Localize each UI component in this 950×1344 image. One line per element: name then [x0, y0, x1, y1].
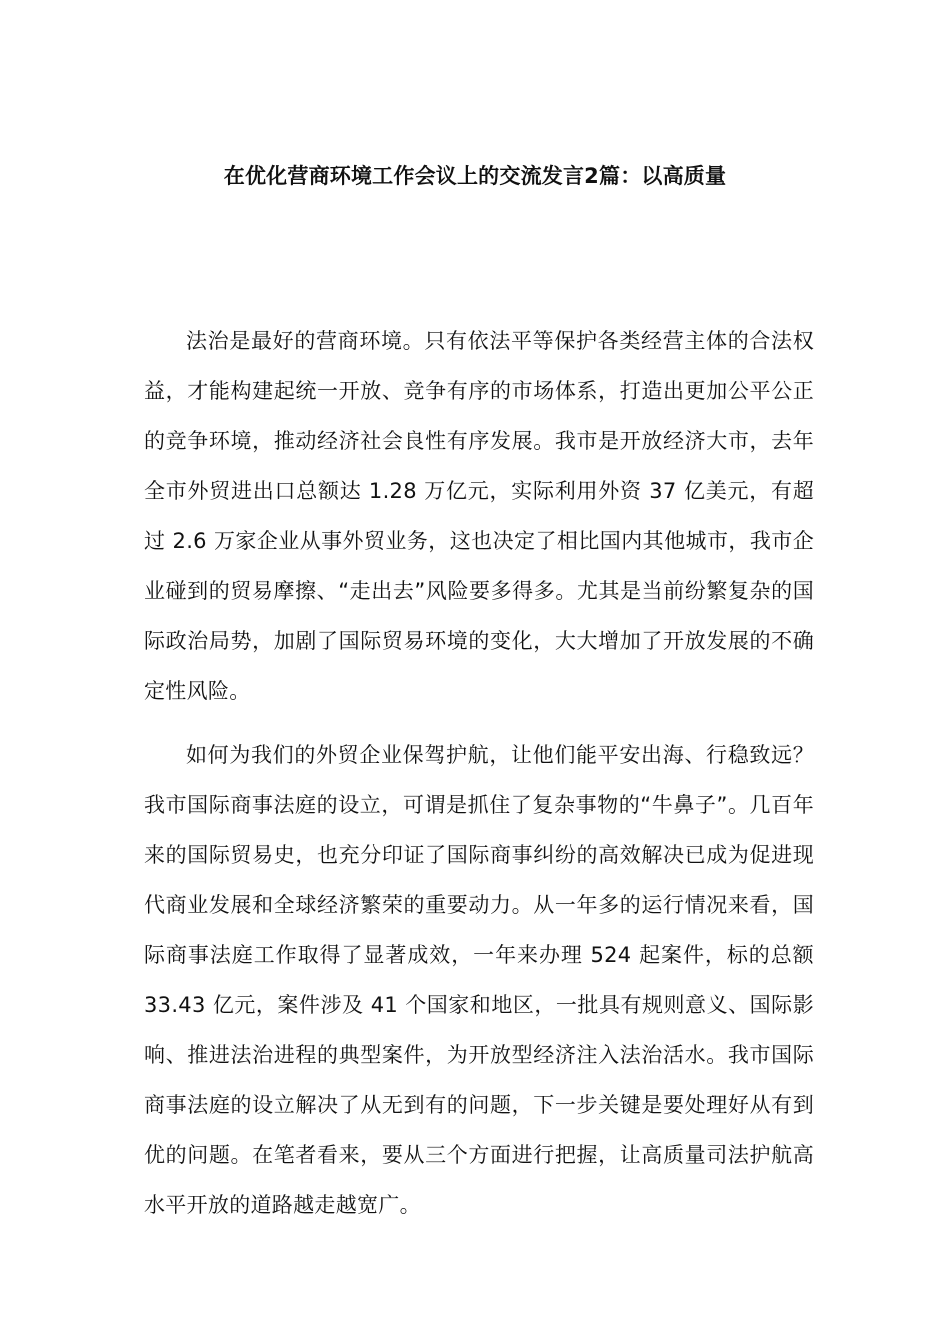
paragraph-1: 法治是最好的营商环境。只有依法平等保护各类经营主体的合法权益，才能构建起统一开放、竞争有序的市场体系，打造出更加公平公正的竞争环境，推动经济社会良性有序发展。我市是开放经济大市，去年全市外贸进出口总额达 1.28 万亿元，实际利用外资 37 亿美元，有超过 2.6 万家企业从事外贸业务，这也决定了相比国内其他城市，我市企业碰到的贸易摩擦、“走出去”风险要多得多。尤其是当前纷繁复杂的国际政治局势，加剧了国际贸易环境的变化，大大增加了开放发展的不确定性风险。 [144, 329, 814, 703]
document-title: 在优化营商环境工作会议上的交流发言2篇：以高质量 [223, 164, 727, 188]
document-body [144, 316, 814, 1244]
paragraph-2: 如何为我们的外贸企业保驾护航，让他们能平安出海、行稳致远？我市国际商事法庭的设立，可谓是抓住了复杂事物的“牛鼻子”。几百年来的国际贸易史，也充分印证了国际商事纠纷的高效解决已成为促进现代商业发展和全球经济繁荣的重要动力。从一年多的运行情况来看，国际商事法庭工作取得了显著成效，一年来办理 524 起案件，标的总额 33.43 亿元，案件涉及 41 个国家和地区，一批具有规则意义、国际影响、推进法治进程的典型案件，为开放型经济注入法治活水。我市国际商事法庭的设立解决了从无到有的问题，下一步关键是要处理好从有到优的问题。在笔者看来，要从三个方面进行把握，让高质量司法护航高水平开放的道路越走越宽广。 [144, 743, 814, 1217]
